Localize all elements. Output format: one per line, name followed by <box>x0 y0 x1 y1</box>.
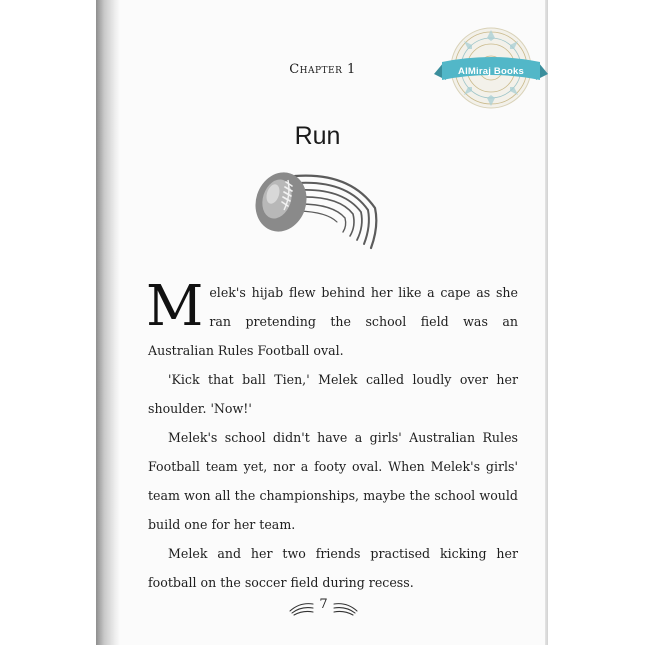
body-paragraph: 'Kick that ball Tien,' Melek called loudly over her shoulder. 'Now!' <box>148 372 518 416</box>
chapter-body <box>146 274 518 597</box>
body-paragraph <box>146 274 518 365</box>
football-icon <box>255 166 380 251</box>
page-folio <box>286 596 361 618</box>
body-paragraph: Melek and her two friends practised kicking her football on the soccer field during recess. <box>148 546 518 590</box>
chapter-label <box>200 62 445 77</box>
body-paragraph: Melek's school didn't have a girls' Australian Rules Football team yet, nor a footy oval. When Melek's girls' team won all the championships, maybe the school would build one for her team. <box>148 430 518 532</box>
page-gutter-shadow <box>96 0 120 645</box>
body-paragraph-text: elek's hijab flew behind her like a cape as she ran pretending the school field was an Australian Rules Football oval. <box>148 285 518 358</box>
page-number: 7 <box>319 597 328 612</box>
drop-cap: M <box>146 274 204 339</box>
chapter-title: Run <box>294 122 341 150</box>
chapter-label-text: Chapter 1 <box>289 62 356 77</box>
publisher-badge-text: AlMiraj Books <box>458 66 524 77</box>
